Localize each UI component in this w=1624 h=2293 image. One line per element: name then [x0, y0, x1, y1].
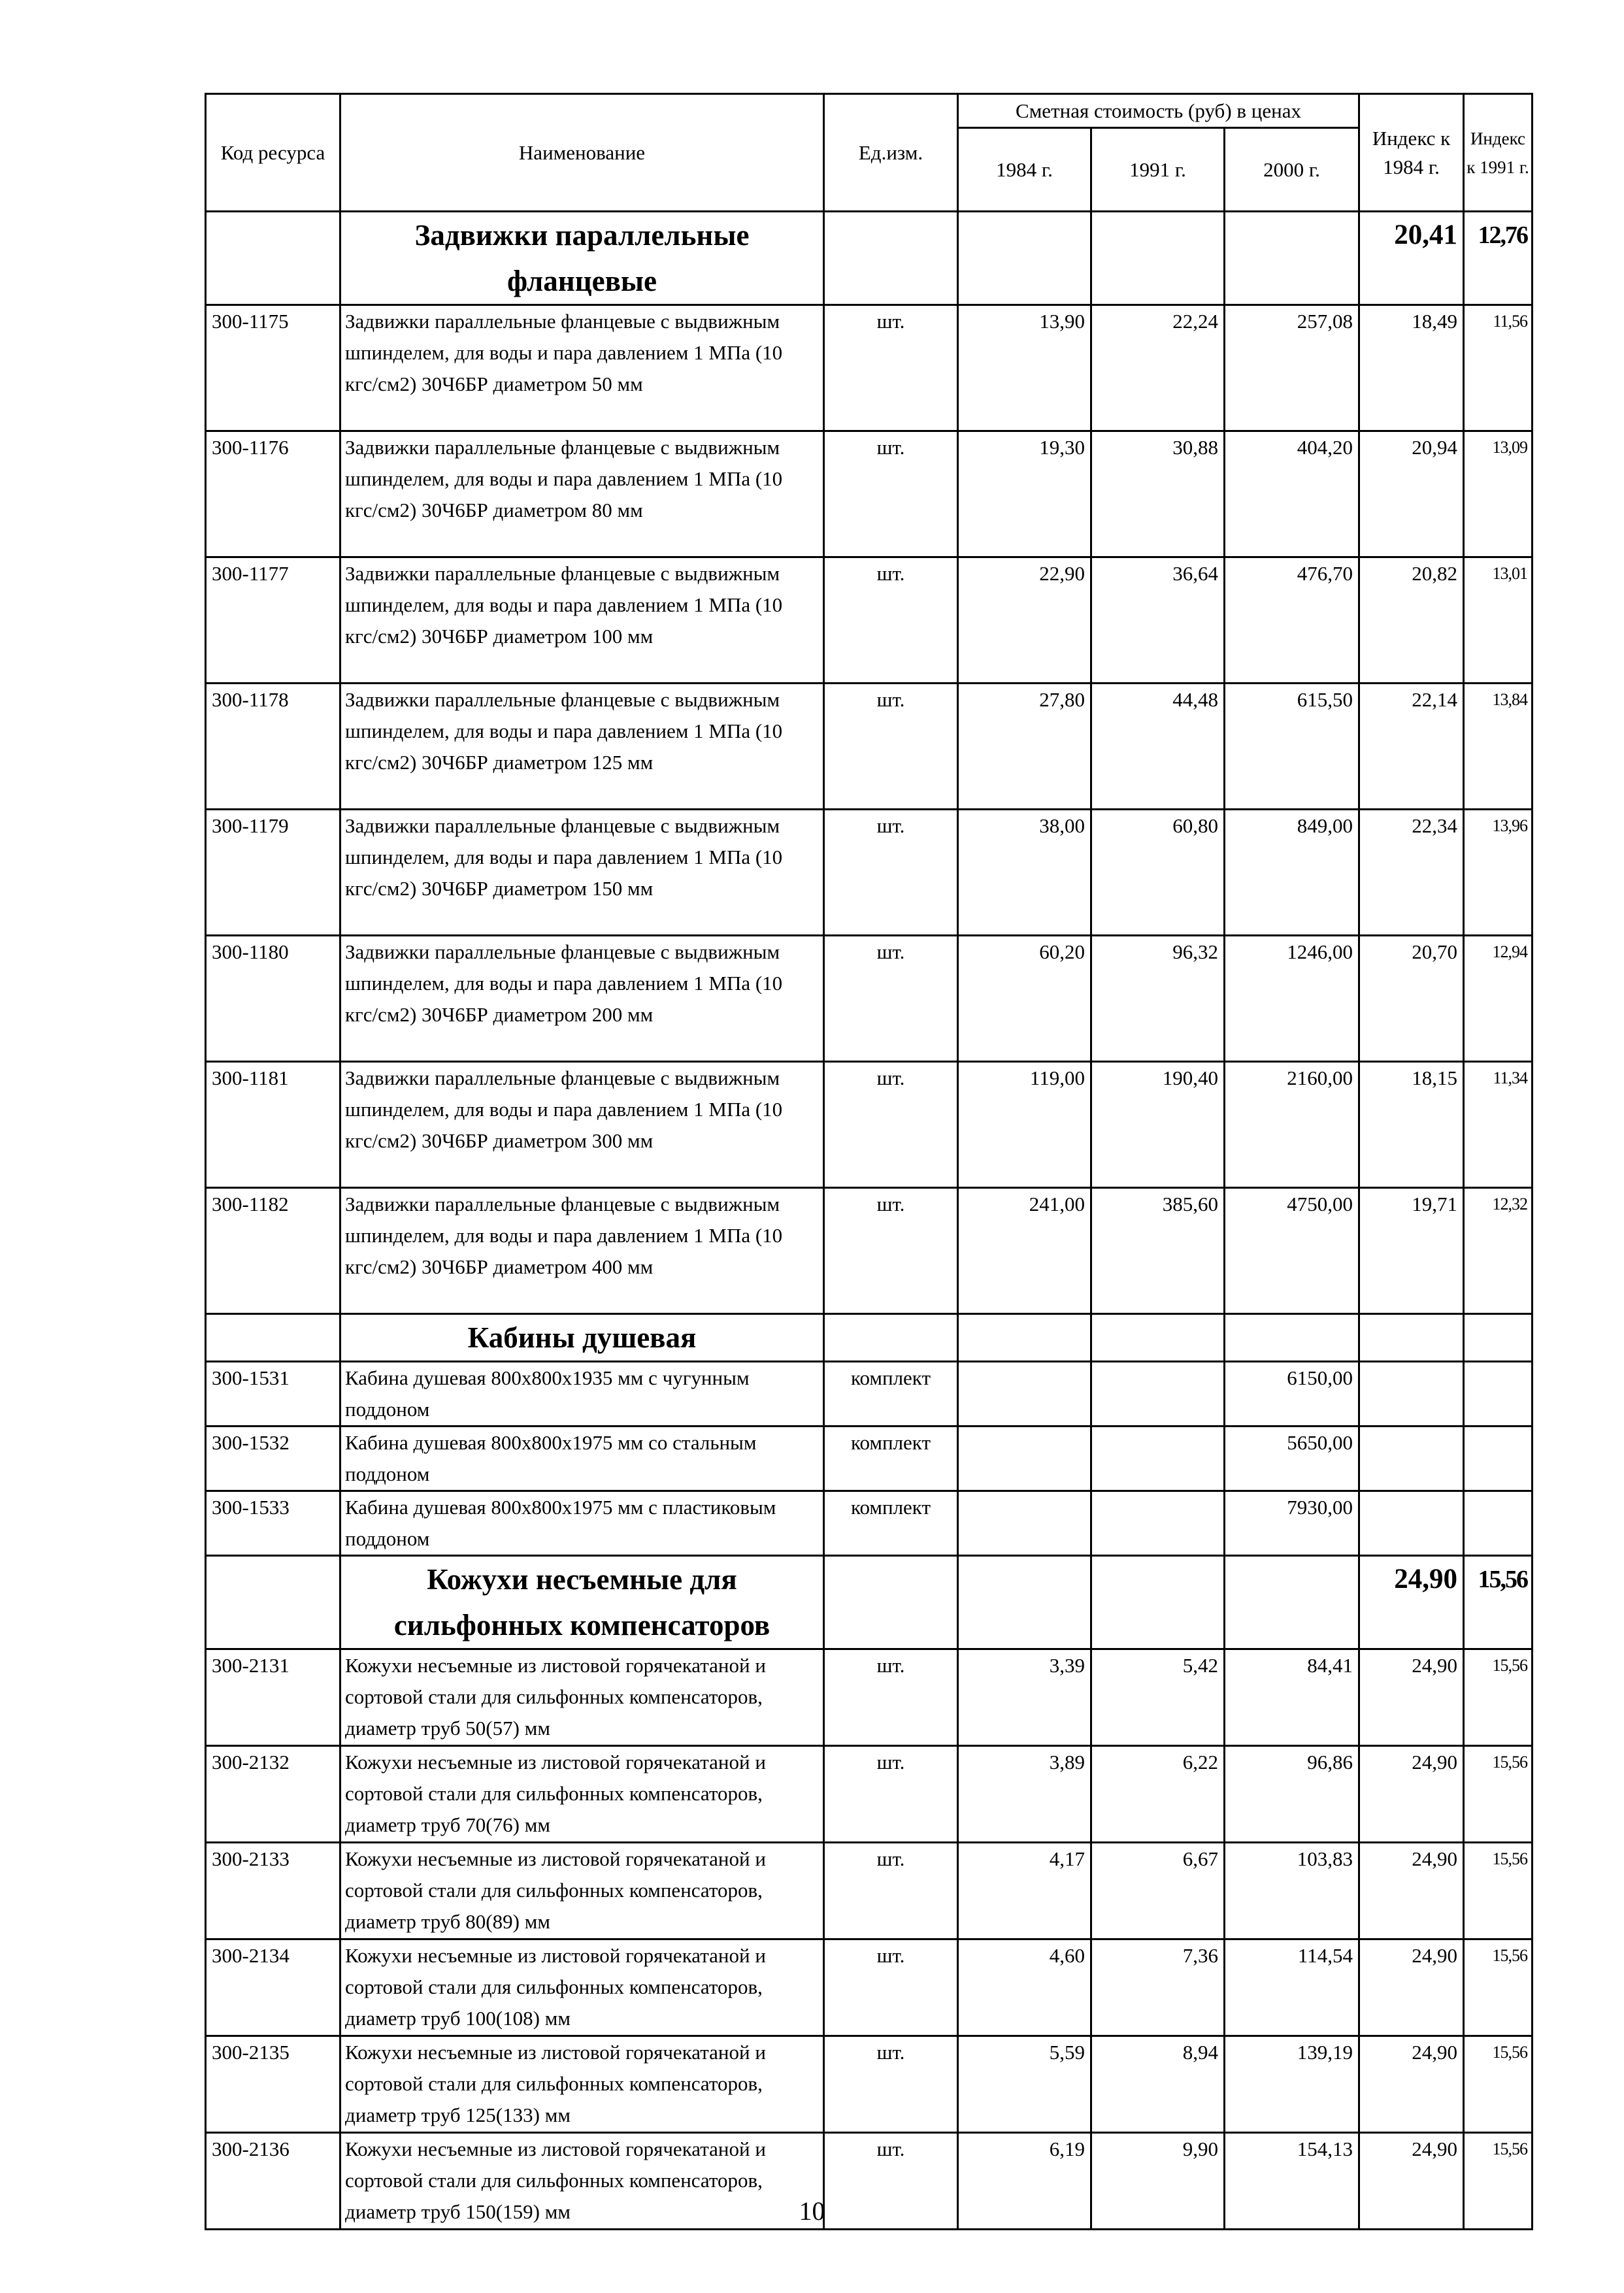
unit-of-measure: шт.: [824, 684, 958, 810]
price-2000: 96,86: [1225, 1746, 1359, 1843]
table-row: [206, 557, 1533, 684]
price-1984: 241,00: [958, 1188, 1091, 1314]
index-1991: [1464, 1362, 1533, 1427]
table-row: [206, 1188, 1533, 1314]
resource-code: 300-1181: [206, 1062, 340, 1188]
table-row: [206, 1746, 1533, 1843]
index-1991: 15,56: [1464, 2133, 1533, 2230]
resource-code: 300-1177: [206, 557, 340, 684]
index-1991: 12,94: [1464, 936, 1533, 1062]
resource-name: Кожухи несъемные из листовой горячекатаной и сортовой стали для сильфонных компенсаторов, диаметр труб 80(89) мм: [340, 1843, 824, 1939]
price-1991: 36,64: [1091, 557, 1225, 684]
resource-name: Задвижки параллельные фланцевые с выдвижным шпинделем, для воды и пара давлением 1 МПа (10 кгс/см2) 30Ч6БР диаметром 200 мм: [340, 936, 824, 1062]
price-1984: [958, 1362, 1091, 1427]
price-2000: 154,13: [1225, 2133, 1359, 2230]
unit-of-measure: шт.: [824, 557, 958, 684]
unit-of-measure: шт.: [824, 1939, 958, 2036]
section-unit-cell: [824, 1314, 958, 1362]
section-cell-1991: [1091, 1556, 1225, 1649]
unit-of-measure: шт.: [824, 1188, 958, 1314]
price-2000: 4750,00: [1225, 1188, 1359, 1314]
header-year-2000: 2000 г.: [1225, 128, 1359, 212]
resource-name: Кабина душевая 800х800х1975 мм со стальным поддоном: [340, 1427, 824, 1491]
resource-code: 300-1175: [206, 305, 340, 431]
section-header-row: [206, 212, 1533, 305]
price-1984: [958, 1427, 1091, 1491]
index-1984: 24,90: [1359, 2133, 1464, 2230]
header-year-1991: 1991 г.: [1091, 128, 1225, 212]
table-row: [206, 1649, 1533, 1746]
index-1991: 15,56: [1464, 1746, 1533, 1843]
unit-of-measure: шт.: [824, 1649, 958, 1746]
section-cell-2000: [1225, 1556, 1359, 1649]
unit-of-measure: шт.: [824, 936, 958, 1062]
index-1991: 11,56: [1464, 305, 1533, 431]
resource-name: Кабина душевая 800х800х1975 мм с пластиковым поддоном: [340, 1491, 824, 1556]
section-index-1991: 15,56: [1464, 1556, 1533, 1649]
table-row: [206, 1362, 1533, 1427]
price-2000: 615,50: [1225, 684, 1359, 810]
unit-of-measure: комплект: [824, 1427, 958, 1491]
index-1984: 18,49: [1359, 305, 1464, 431]
price-1984: 4,17: [958, 1843, 1091, 1939]
resource-code: 300-1178: [206, 684, 340, 810]
table-row: [206, 1491, 1533, 1556]
resource-code: 300-2135: [206, 2036, 340, 2133]
resource-name: Задвижки параллельные фланцевые с выдвижным шпинделем, для воды и пара давлением 1 МПа (10 кгс/см2) 30Ч6БР диаметром 400 мм: [340, 1188, 824, 1314]
header-name: Наименование: [340, 94, 824, 212]
price-1991: [1091, 1491, 1225, 1556]
section-index-1984: 20,41: [1359, 212, 1464, 305]
unit-of-measure: шт.: [824, 1746, 958, 1843]
price-1984: 4,60: [958, 1939, 1091, 2036]
unit-of-measure: шт.: [824, 1843, 958, 1939]
table-row: [206, 1939, 1533, 2036]
unit-of-measure: комплект: [824, 1491, 958, 1556]
resource-code: 300-1532: [206, 1427, 340, 1491]
header-index-1984: Индекс к 1984 г.: [1359, 94, 1464, 212]
section-cell-1984: [958, 212, 1091, 305]
section-unit-cell: [824, 1556, 958, 1649]
price-1991: 6,22: [1091, 1746, 1225, 1843]
price-2000: 7930,00: [1225, 1491, 1359, 1556]
unit-of-measure: комплект: [824, 1362, 958, 1427]
section-cell-2000: [1225, 212, 1359, 305]
table-row: [206, 810, 1533, 936]
resource-name: Задвижки параллельные фланцевые с выдвижным шпинделем, для воды и пара давлением 1 МПа (10 кгс/см2) 30Ч6БР диаметром 100 мм: [340, 557, 824, 684]
index-1984: 20,82: [1359, 557, 1464, 684]
unit-of-measure: шт.: [824, 431, 958, 557]
section-code-cell: [206, 1314, 340, 1362]
price-2000: 5650,00: [1225, 1427, 1359, 1491]
header-unit: Ед.изм.: [824, 94, 958, 212]
index-1991: 15,56: [1464, 1843, 1533, 1939]
price-1991: 6,67: [1091, 1843, 1225, 1939]
table-row: [206, 2036, 1533, 2133]
resource-name: Задвижки параллельные фланцевые с выдвижным шпинделем, для воды и пара давлением 1 МПа (10 кгс/см2) 30Ч6БР диаметром 80 мм: [340, 431, 824, 557]
price-1991: 60,80: [1091, 810, 1225, 936]
price-1991: 30,88: [1091, 431, 1225, 557]
price-1984: 13,90: [958, 305, 1091, 431]
price-2000: 114,54: [1225, 1939, 1359, 2036]
price-2000: 849,00: [1225, 810, 1359, 936]
page-number: 10: [799, 2196, 825, 2226]
unit-of-measure: шт.: [824, 1062, 958, 1188]
price-1984: 5,59: [958, 2036, 1091, 2133]
index-1991: 15,56: [1464, 1649, 1533, 1746]
header-cost: Сметная стоимость (руб) в ценах: [958, 94, 1359, 128]
price-1991: 385,60: [1091, 1188, 1225, 1314]
header-index-1991: Индекс к 1991 г.: [1464, 94, 1533, 212]
price-1984: 60,20: [958, 936, 1091, 1062]
unit-of-measure: шт.: [824, 2036, 958, 2133]
section-title: Задвижки параллельные фланцевые: [340, 212, 824, 305]
resource-name: Задвижки параллельные фланцевые с выдвижным шпинделем, для воды и пара давлением 1 МПа (10 кгс/см2) 30Ч6БР диаметром 125 мм: [340, 684, 824, 810]
table-row: [206, 1062, 1533, 1188]
section-cell-1984: [958, 1556, 1091, 1649]
resource-name: Кожухи несъемные из листовой горячекатаной и сортовой стали для сильфонных компенсаторов, диаметр труб 50(57) мм: [340, 1649, 824, 1746]
index-1984: [1359, 1427, 1464, 1491]
price-1991: 96,32: [1091, 936, 1225, 1062]
index-1984: 20,94: [1359, 431, 1464, 557]
resource-code: 300-2131: [206, 1649, 340, 1746]
price-1991: 8,94: [1091, 2036, 1225, 2133]
section-title: Кожухи несъемные для сильфонных компенсаторов: [340, 1556, 824, 1649]
price-1991: [1091, 1427, 1225, 1491]
price-1991: 44,48: [1091, 684, 1225, 810]
index-1984: [1359, 1491, 1464, 1556]
price-table: [205, 93, 1533, 2230]
resource-name: Задвижки параллельные фланцевые с выдвижным шпинделем, для воды и пара давлением 1 МПа (10 кгс/см2) 30Ч6БР диаметром 50 мм: [340, 305, 824, 431]
price-2000: 1246,00: [1225, 936, 1359, 1062]
section-index-1991: [1464, 1314, 1533, 1362]
resource-name: Кожухи несъемные из листовой горячекатаной и сортовой стали для сильфонных компенсаторов, диаметр труб 150(159) мм: [340, 2133, 824, 2230]
table-row: [206, 1843, 1533, 1939]
price-1984: 6,19: [958, 2133, 1091, 2230]
price-1991: 9,90: [1091, 2133, 1225, 2230]
index-1991: 11,34: [1464, 1062, 1533, 1188]
resource-name: Кожухи несъемные из листовой горячекатаной и сортовой стали для сильфонных компенсаторов, диаметр труб 70(76) мм: [340, 1746, 824, 1843]
price-1991: [1091, 1362, 1225, 1427]
index-1984: 24,90: [1359, 2036, 1464, 2133]
resource-code: 300-2134: [206, 1939, 340, 2036]
unit-of-measure: шт.: [824, 2133, 958, 2230]
index-1984: 22,14: [1359, 684, 1464, 810]
index-1991: 13,09: [1464, 431, 1533, 557]
unit-of-measure: шт.: [824, 810, 958, 936]
index-1984: 24,90: [1359, 1746, 1464, 1843]
index-1991: 13,96: [1464, 810, 1533, 936]
unit-of-measure: шт.: [824, 305, 958, 431]
section-header-row: [206, 1556, 1533, 1649]
price-1991: 190,40: [1091, 1062, 1225, 1188]
index-1991: [1464, 1491, 1533, 1556]
section-code-cell: [206, 1556, 340, 1649]
price-1984: 3,39: [958, 1649, 1091, 1746]
table-header: [206, 94, 1533, 212]
index-1984: 20,70: [1359, 936, 1464, 1062]
price-2000: 476,70: [1225, 557, 1359, 684]
table-row: [206, 1427, 1533, 1491]
section-cell-1984: [958, 1314, 1091, 1362]
index-1984: 24,90: [1359, 1843, 1464, 1939]
resource-name: Кожухи несъемные из листовой горячекатаной и сортовой стали для сильфонных компенсаторов, диаметр труб 100(108) мм: [340, 1939, 824, 2036]
section-cell-2000: [1225, 1314, 1359, 1362]
index-1984: 19,71: [1359, 1188, 1464, 1314]
resource-name: Задвижки параллельные фланцевые с выдвижным шпинделем, для воды и пара давлением 1 МПа (10 кгс/см2) 30Ч6БР диаметром 300 мм: [340, 1062, 824, 1188]
resource-code: 300-1531: [206, 1362, 340, 1427]
price-2000: 103,83: [1225, 1843, 1359, 1939]
price-1991: 7,36: [1091, 1939, 1225, 2036]
index-1984: 24,90: [1359, 1939, 1464, 2036]
index-1991: 13,01: [1464, 557, 1533, 684]
price-1984: 19,30: [958, 431, 1091, 557]
resource-name: Задвижки параллельные фланцевые с выдвижным шпинделем, для воды и пара давлением 1 МПа (10 кгс/см2) 30Ч6БР диаметром 150 мм: [340, 810, 824, 936]
index-1984: [1359, 1362, 1464, 1427]
price-1991: 5,42: [1091, 1649, 1225, 1746]
resource-code: 300-1176: [206, 431, 340, 557]
index-1984: 24,90: [1359, 1649, 1464, 1746]
price-2000: 139,19: [1225, 2036, 1359, 2133]
section-cell-1991: [1091, 212, 1225, 305]
section-index-1991: 12,76: [1464, 212, 1533, 305]
table-row: [206, 936, 1533, 1062]
table-row: [206, 431, 1533, 557]
price-1984: 3,89: [958, 1746, 1091, 1843]
price-1984: 22,90: [958, 557, 1091, 684]
index-1991: 15,56: [1464, 2036, 1533, 2133]
resource-code: 300-2132: [206, 1746, 340, 1843]
resource-code: 300-2136: [206, 2133, 340, 2230]
section-code-cell: [206, 212, 340, 305]
price-1984: 27,80: [958, 684, 1091, 810]
price-2000: 404,20: [1225, 431, 1359, 557]
resource-code: 300-1179: [206, 810, 340, 936]
resource-code: 300-1182: [206, 1188, 340, 1314]
resource-code: 300-1180: [206, 936, 340, 1062]
index-1991: 15,56: [1464, 1939, 1533, 2036]
price-1984: [958, 1491, 1091, 1556]
section-index-1984: [1359, 1314, 1464, 1362]
table-row: [206, 684, 1533, 810]
price-2000: 84,41: [1225, 1649, 1359, 1746]
index-1991: [1464, 1427, 1533, 1491]
index-1991: 12,32: [1464, 1188, 1533, 1314]
table-row: [206, 305, 1533, 431]
table-body: [206, 212, 1533, 2230]
price-2000: 257,08: [1225, 305, 1359, 431]
price-1991: 22,24: [1091, 305, 1225, 431]
index-1991: 13,84: [1464, 684, 1533, 810]
resource-code: 300-1533: [206, 1491, 340, 1556]
section-title: Кабины душевая: [340, 1314, 824, 1362]
header-code: Код ресурса: [206, 94, 340, 212]
index-1984: 18,15: [1359, 1062, 1464, 1188]
price-1984: 38,00: [958, 810, 1091, 936]
section-header-row: [206, 1314, 1533, 1362]
header-year-1984: 1984 г.: [958, 128, 1091, 212]
resource-code: 300-2133: [206, 1843, 340, 1939]
price-2000: 6150,00: [1225, 1362, 1359, 1427]
section-index-1984: 24,90: [1359, 1556, 1464, 1649]
price-2000: 2160,00: [1225, 1062, 1359, 1188]
price-1984: 119,00: [958, 1062, 1091, 1188]
section-cell-1991: [1091, 1314, 1225, 1362]
section-unit-cell: [824, 212, 958, 305]
resource-name: Кабина душевая 800х800х1935 мм с чугунным поддоном: [340, 1362, 824, 1427]
resource-name: Кожухи несъемные из листовой горячекатаной и сортовой стали для сильфонных компенсаторов, диаметр труб 125(133) мм: [340, 2036, 824, 2133]
index-1984: 22,34: [1359, 810, 1464, 936]
